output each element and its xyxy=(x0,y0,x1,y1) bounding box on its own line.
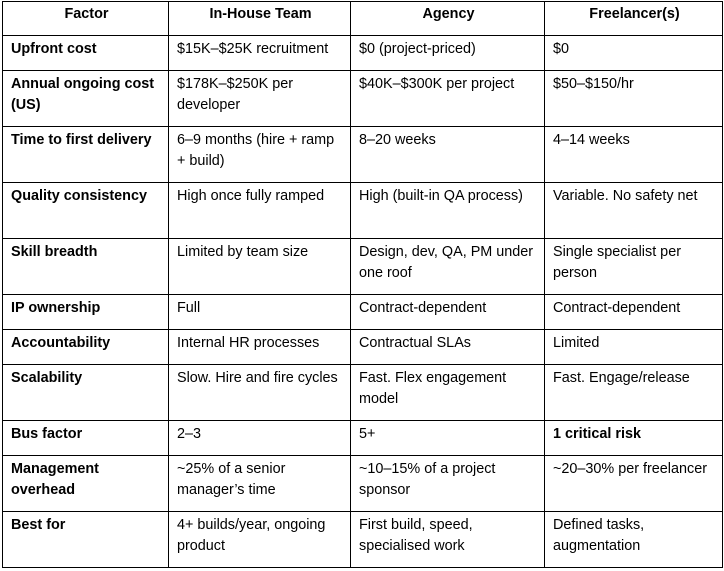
row-bus-factor xyxy=(3,421,723,456)
freelancer-cell: Variable. No safety net xyxy=(545,183,723,239)
factor-cell: IP ownership xyxy=(3,295,169,330)
in-house-cell: Internal HR processes xyxy=(169,330,351,365)
agency-cell: Fast. Flex engagement model xyxy=(351,365,545,421)
freelancer-cell: Defined tasks, augmentation xyxy=(545,512,723,568)
row-management-overhead xyxy=(3,456,723,512)
factor-cell: Annual ongoing cost (US) xyxy=(3,71,169,127)
freelancer-cell: 4–14 weeks xyxy=(545,127,723,183)
row-accountability xyxy=(3,330,723,365)
agency-cell: Contract-dependent xyxy=(351,295,545,330)
row-upfront-cost xyxy=(3,36,723,71)
in-house-cell: 6–9 months (hire + ramp + build) xyxy=(169,127,351,183)
agency-cell: ~10–15% of a project sponsor xyxy=(351,456,545,512)
freelancer-cell: Single specialist per person xyxy=(545,239,723,295)
row-ip-ownership xyxy=(3,295,723,330)
freelancer-cell: Contract-dependent xyxy=(545,295,723,330)
row-skill-breadth xyxy=(3,239,723,295)
agency-cell: First build, speed, specialised work xyxy=(351,512,545,568)
header-agency: Agency xyxy=(351,2,545,36)
factor-cell: Skill breadth xyxy=(3,239,169,295)
freelancer-cell: Fast. Engage/release xyxy=(545,365,723,421)
factor-cell: Quality consistency xyxy=(3,183,169,239)
agency-cell: High (built-in QA process) xyxy=(351,183,545,239)
in-house-cell: High once fully ramped xyxy=(169,183,351,239)
header-factor: Factor xyxy=(3,2,169,36)
row-scalability xyxy=(3,365,723,421)
in-house-cell: 4+ builds/year, ongoing product xyxy=(169,512,351,568)
agency-cell: 5+ xyxy=(351,421,545,456)
row-time-to-first-delivery xyxy=(3,127,723,183)
factor-cell: Time to first delivery xyxy=(3,127,169,183)
row-annual-ongoing-cost xyxy=(3,71,723,127)
agency-cell: $0 (project-priced) xyxy=(351,36,545,71)
in-house-cell: 2–3 xyxy=(169,421,351,456)
factor-cell: Upfront cost xyxy=(3,36,169,71)
in-house-cell: Limited by team size xyxy=(169,239,351,295)
agency-cell: $40K–$300K per project xyxy=(351,71,545,127)
agency-cell: Design, dev, QA, PM under one roof xyxy=(351,239,545,295)
factor-cell: Management overhead xyxy=(3,456,169,512)
freelancer-cell: $0 xyxy=(545,36,723,71)
factor-cell: Best for xyxy=(3,512,169,568)
in-house-cell: $178K–$250K per developer xyxy=(169,71,351,127)
row-quality-consistency xyxy=(3,183,723,239)
agency-cell: 8–20 weeks xyxy=(351,127,545,183)
freelancer-cell: ~20–30% per freelancer xyxy=(545,456,723,512)
in-house-cell: Slow. Hire and fire cycles xyxy=(169,365,351,421)
header-in-house: In-House Team xyxy=(169,2,351,36)
freelancer-cell: 1 critical risk xyxy=(545,421,723,456)
factor-cell: Accountability xyxy=(3,330,169,365)
agency-cell: Contractual SLAs xyxy=(351,330,545,365)
header-freelancer: Freelancer(s) xyxy=(545,2,723,36)
row-best-for xyxy=(3,512,723,568)
factor-cell: Bus factor xyxy=(3,421,169,456)
in-house-cell: ~25% of a senior manager’s time xyxy=(169,456,351,512)
in-house-cell: Full xyxy=(169,295,351,330)
freelancer-cell: Limited xyxy=(545,330,723,365)
header-row xyxy=(3,2,723,36)
factor-cell: Scalability xyxy=(3,365,169,421)
comparison-table xyxy=(2,1,723,568)
freelancer-cell: $50–$150/hr xyxy=(545,71,723,127)
in-house-cell: $15K–$25K recruitment xyxy=(169,36,351,71)
